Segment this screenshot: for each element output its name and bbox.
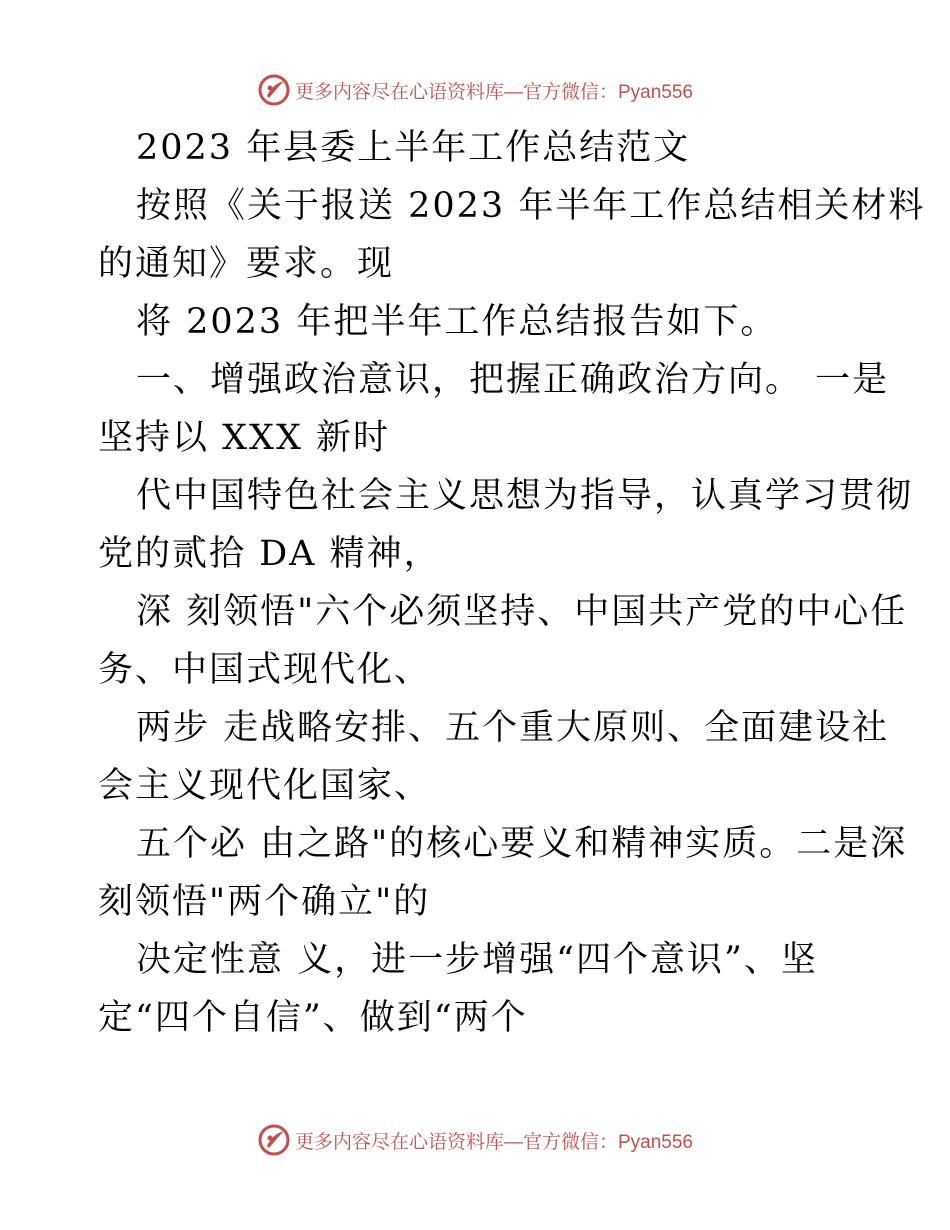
paragraph-line: 坚持以 XXX 新时 bbox=[98, 418, 391, 458]
watermark-text: 更多内容尽在心语资料库—官方微信：Pyan556 bbox=[294, 1131, 693, 1153]
seal-logo-icon bbox=[257, 73, 291, 107]
paragraph-line: 将 2023 年把半年工作总结报告如下。 bbox=[136, 302, 778, 342]
paragraph-line: 按照《关于报送 2023 年半年工作总结相关材料 bbox=[136, 186, 926, 226]
paragraph-line: 代中国特色社会主义思想为指导，认真学习贯彻 bbox=[136, 476, 914, 516]
paragraph-line: 深 刻领悟"六个必须坚持、中国共产党的中心任 bbox=[136, 592, 908, 632]
paragraph-line: 一、增强政治意识，把握正确政治方向。 一是 bbox=[136, 360, 890, 400]
paragraph-line: 决定性意 义，进一步增强“四个意识”、坚 bbox=[136, 940, 818, 980]
paragraph-line: 务、中国式现代化、 bbox=[98, 650, 432, 690]
paragraph-line: 的通知》要求。现 bbox=[98, 244, 395, 284]
paragraph-line: 定“四个自信”、做到“两个 bbox=[98, 998, 528, 1038]
paragraph-line: 党的贰拾 DA 精神， bbox=[98, 534, 441, 574]
paragraph-line: 会主义现代化国家、 bbox=[98, 766, 432, 806]
paragraph-line: 五个必 由之路"的核心要义和精神实质。二是深 bbox=[136, 824, 908, 864]
paragraph-line: 两步 走战略安排、五个重大原则、全面建设社 bbox=[136, 708, 890, 748]
paragraph-line: 刻领悟"两个确立"的 bbox=[98, 882, 431, 922]
doc-title: 2023 年县委上半年工作总结范文 bbox=[136, 128, 691, 168]
footer-watermark bbox=[0, 1120, 950, 1160]
watermark-text: 更多内容尽在心语资料库—官方微信：Pyan556 bbox=[294, 81, 693, 103]
header-watermark bbox=[0, 70, 950, 110]
seal-logo-icon bbox=[257, 1123, 291, 1157]
